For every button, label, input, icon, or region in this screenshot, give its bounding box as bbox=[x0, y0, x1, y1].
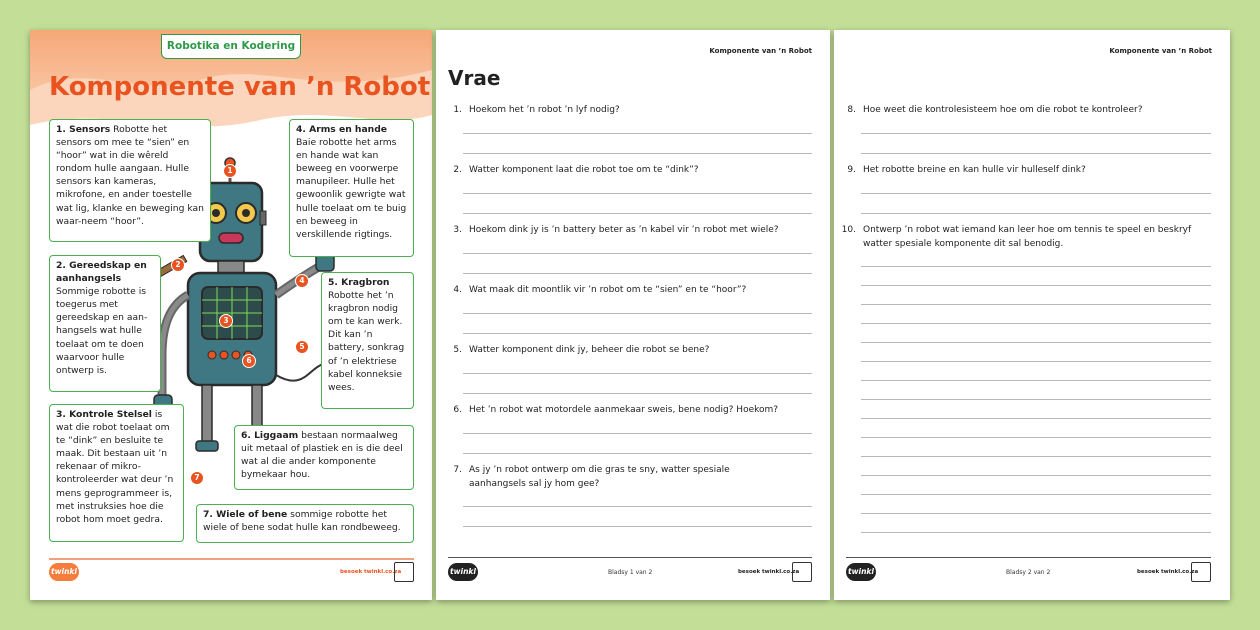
info-box-text: sommige robotte het wiele of bene sodat hulle kan rondbeweeg. bbox=[203, 509, 401, 534]
question-number: 8. bbox=[847, 105, 856, 115]
answer-line[interactable] bbox=[861, 193, 1211, 194]
question-text: Wat maak dit moontlik vir ’n robot om te “sien” en te “hoor”? bbox=[469, 285, 747, 295]
running-head: Komponente van ’n Robot bbox=[1109, 47, 1212, 55]
answer-line[interactable] bbox=[861, 494, 1211, 495]
question-number: 1. bbox=[453, 105, 462, 115]
subject-tagline: Robotika en Kodering bbox=[161, 34, 301, 59]
info-box-text: is wat die robot toelaat om te “dink” en besluite te maak. Dit bestaan uit ’n rekenaar of mikro-kontroleerder wat deur ’n mens geprogrammeer is, met instruksies hoe die robot hom moet gedra. bbox=[56, 409, 174, 525]
question-text: Watter komponent laat die robot toe om te “dink”? bbox=[469, 165, 699, 175]
question bbox=[444, 163, 804, 177]
answer-line[interactable] bbox=[861, 437, 1211, 438]
quality-badge-icon bbox=[792, 562, 812, 582]
answer-line[interactable] bbox=[463, 153, 812, 154]
question-number: 2. bbox=[453, 165, 462, 175]
info-box-sensors bbox=[49, 119, 211, 242]
callout-number: 5 bbox=[295, 340, 309, 354]
question-number: 4. bbox=[453, 285, 462, 295]
answer-line[interactable] bbox=[861, 361, 1211, 362]
question-number: 5. bbox=[453, 345, 462, 355]
callout-number: 2 bbox=[171, 258, 185, 272]
info-box-control-system bbox=[49, 404, 184, 542]
answer-line[interactable] bbox=[463, 393, 812, 394]
question-text: Ontwerp ’n robot wat iemand kan leer hoe om tennis te speel en beskryf watter spesiale komponente dit sal benodig. bbox=[863, 225, 1192, 249]
answer-line[interactable] bbox=[463, 193, 812, 194]
callout-number: 7 bbox=[190, 471, 204, 485]
footer-divider bbox=[448, 557, 812, 558]
answer-line[interactable] bbox=[861, 133, 1211, 134]
answer-line[interactable] bbox=[861, 342, 1211, 343]
question-number: 6. bbox=[453, 405, 462, 415]
question bbox=[838, 163, 1208, 177]
quality-badge-icon bbox=[394, 562, 414, 582]
question-number: 7. bbox=[453, 465, 462, 475]
question-number: 10. bbox=[841, 225, 856, 235]
question-text: As jy ’n robot ontwerp om die gras te sny, watter spesiale aanhangsels sal jy hom gee? bbox=[469, 465, 730, 489]
worksheet-page-1 bbox=[30, 30, 432, 600]
question-text: Het ’n robot wat motordele aanmekaar sweis, bene nodig? Hoekom? bbox=[469, 405, 779, 415]
info-box-tools bbox=[49, 255, 161, 392]
question-text: Watter komponent dink jy, beheer die robot se bene? bbox=[469, 345, 710, 355]
info-box-text: Baie robotte het arms en hande wat kan beweeg en voorwerpe manupileer. Hulle het gewoonlik gewrigte wat hulle toelaat om te buig en beweeg in verskillende rigtings. bbox=[296, 137, 407, 240]
question bbox=[444, 283, 804, 297]
info-box-text: Robotte het sensors om mee te “sien” en “hoor” wat in die wêreld rondom hulle aangaan. Hulle sensors kan kameras, mikrofone, en ander toestelle wat lig, klanke en beweging kan waar-neem “hoor”. bbox=[56, 124, 204, 227]
page-title: Komponente van ’n Robot bbox=[49, 72, 431, 102]
question bbox=[444, 403, 804, 417]
question-text: Hoekom het ’n robot ’n lyf nodig? bbox=[469, 105, 620, 115]
page-number: Bladsy 2 van 2 bbox=[1006, 569, 1051, 576]
info-box-body bbox=[234, 425, 414, 490]
question bbox=[838, 103, 1208, 117]
info-box-heading: 1. Sensors bbox=[56, 124, 111, 135]
question bbox=[444, 343, 804, 357]
question bbox=[838, 223, 1208, 251]
running-head: Komponente van ’n Robot bbox=[709, 47, 812, 55]
info-box-heading: 5. Kragbron bbox=[328, 277, 390, 288]
quality-badge-icon bbox=[1191, 562, 1211, 582]
answer-line[interactable] bbox=[861, 418, 1211, 419]
info-box-text: Robotte het ’n kragbron nodig om te kan werk. Dit kan ’n battery, sonkrag of ’n elektriese kabel konneksie wees. bbox=[328, 290, 405, 393]
question-text: Hoekom dink jy is ’n battery beter as ’n kabel vir ’n robot met wiele? bbox=[469, 225, 779, 235]
callout-number: 3 bbox=[219, 314, 233, 328]
info-box-wheels bbox=[196, 504, 414, 543]
answer-line[interactable] bbox=[463, 453, 812, 454]
info-box-text: bestaan normaalweg uit metaal of plastiek en is die deel wat al die ander komponente bymekaar hou. bbox=[241, 430, 403, 481]
answer-line[interactable] bbox=[463, 433, 812, 434]
footer-url: besoek twinkl.co.za bbox=[340, 569, 402, 575]
callout-number: 4 bbox=[295, 274, 309, 288]
info-box-power bbox=[321, 272, 414, 409]
question bbox=[444, 103, 804, 117]
answer-line[interactable] bbox=[463, 213, 812, 214]
info-box-arms bbox=[289, 119, 414, 257]
question-number: 9. bbox=[847, 165, 856, 175]
section-title: Vrae bbox=[448, 66, 501, 90]
twinkl-logo: twinkl bbox=[846, 563, 876, 581]
answer-line[interactable] bbox=[463, 506, 812, 507]
answer-line[interactable] bbox=[463, 313, 812, 314]
answer-line[interactable] bbox=[861, 513, 1211, 514]
answer-line[interactable] bbox=[861, 323, 1211, 324]
answer-line[interactable] bbox=[861, 399, 1211, 400]
answer-line[interactable] bbox=[861, 153, 1211, 154]
question-number: 3. bbox=[453, 225, 462, 235]
callout-number: 6 bbox=[242, 354, 256, 368]
answer-line[interactable] bbox=[463, 333, 812, 334]
answer-line[interactable] bbox=[861, 475, 1211, 476]
question bbox=[444, 463, 804, 491]
info-box-text: Sommige robotte is toegerus met gereedskap en aan-hangsels wat hulle toelaat om te doen waarvoor hulle ontwerp is. bbox=[56, 286, 148, 376]
answer-line[interactable] bbox=[463, 373, 812, 374]
twinkl-logo: twinkl bbox=[49, 563, 79, 581]
answer-line[interactable] bbox=[463, 253, 812, 254]
answer-line[interactable] bbox=[861, 304, 1211, 305]
info-box-heading: 3. Kontrole Stelsel bbox=[56, 409, 152, 420]
question-text: Het robotte breine en kan hulle vir hulleself dink? bbox=[863, 165, 1086, 175]
answer-line[interactable] bbox=[861, 532, 1211, 533]
answer-line[interactable] bbox=[861, 213, 1211, 214]
page-number: Bladsy 1 van 2 bbox=[608, 569, 653, 576]
answer-line[interactable] bbox=[861, 285, 1211, 286]
callout-number: 1 bbox=[223, 164, 237, 178]
worksheet-page-2 bbox=[436, 30, 830, 600]
footer-divider bbox=[846, 557, 1211, 558]
answer-line[interactable] bbox=[861, 380, 1211, 381]
answer-line[interactable] bbox=[861, 456, 1211, 457]
info-box-heading: 2. Gereedskap en aanhangsels bbox=[56, 260, 147, 285]
footer-url: besoek twinkl.co.za bbox=[1137, 569, 1199, 575]
worksheet-page-3 bbox=[834, 30, 1230, 600]
twinkl-logo: twinkl bbox=[448, 563, 478, 581]
info-box-heading: 4. Arms en hande bbox=[296, 124, 388, 135]
answer-line[interactable] bbox=[463, 133, 812, 134]
info-box-heading: 6. Liggaam bbox=[241, 430, 299, 441]
answer-line[interactable] bbox=[861, 266, 1211, 267]
footer-divider bbox=[49, 558, 414, 560]
question-text: Hoe weet die kontrolesisteem hoe om die robot te kontroleer? bbox=[863, 105, 1143, 115]
answer-line[interactable] bbox=[463, 526, 812, 527]
answer-line[interactable] bbox=[463, 273, 812, 274]
info-box-heading: 7. Wiele of bene bbox=[203, 509, 288, 520]
footer-url: besoek twinkl.co.za bbox=[738, 569, 800, 575]
question bbox=[444, 223, 804, 237]
